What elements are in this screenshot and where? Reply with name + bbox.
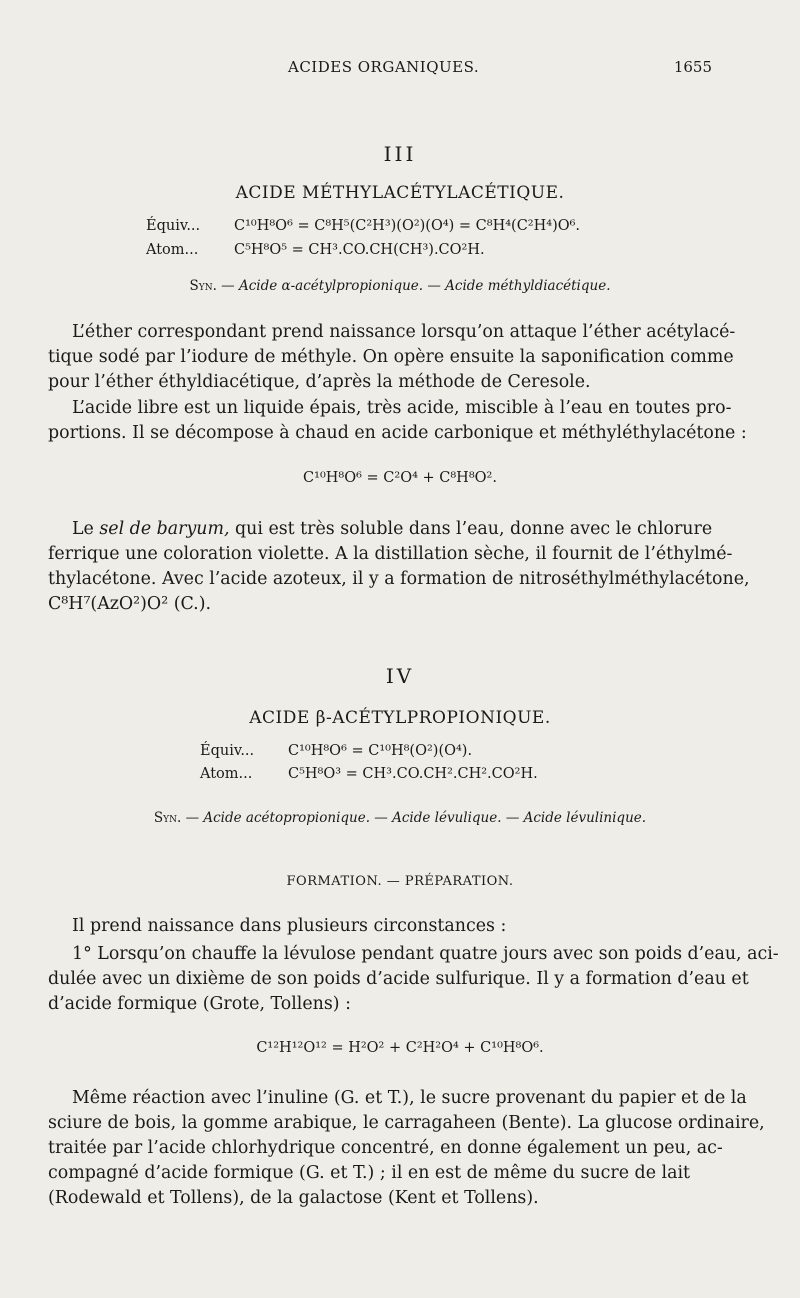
formula-label: Équiv... (146, 218, 201, 234)
section-title: ACIDE MÉTHYLACÉTYLACÉTIQUE. (235, 183, 565, 203)
formula-value: C¹⁰H⁸O⁶ = C⁸H⁵(C²H³)(O²)(O⁴) = C⁸H⁴(C²H⁴)O⁶. (234, 218, 581, 234)
text-line: sciure de bois, la gomme arabique, le carragaheen (Bente). La glucose ordinaire, (48, 1113, 765, 1133)
text-line: ferrique une coloration violette. A la distillation sèche, il fournit de l’éthylmé- (48, 544, 733, 564)
text-line: L’acide libre est un liquide épais, très acide, miscible à l’eau en toutes pro- (72, 398, 732, 418)
synonyms (0, 810, 800, 826)
formula-label: Atom... (200, 766, 253, 782)
syn-text: — Acide α-acétylpropionique. — Acide méthyldiacétique. (221, 278, 611, 294)
paragraph (48, 914, 760, 939)
running-head (0, 58, 800, 82)
italic-term: sel de baryum, (99, 519, 230, 539)
paragraph (48, 517, 760, 617)
formula-label: Équiv... (200, 743, 255, 759)
text-run: Le (72, 519, 100, 539)
text-line: thylacétone. Avec l’acide azoteux, il y a formation de nitroséthylméthylacétone, (48, 569, 750, 589)
subsection-heading: FORMATION. — PRÉPARATION. (286, 874, 514, 889)
page-number: 1655 (673, 58, 712, 76)
syn-label: Syn. (189, 278, 217, 294)
formula-equiv (146, 218, 580, 234)
formula-value: C⁵H⁸O⁵ = CH³.CO.CH(CH³).CO²H. (234, 242, 485, 258)
section-title: ACIDE β-ACÉTYLPROPIONIQUE. (249, 708, 551, 728)
text-line: pour l’éther éthyldiacétique, d’après la méthode de Ceresole. (48, 372, 591, 392)
formula-equiv (200, 743, 472, 759)
text-line: portions. Il se décompose à chaud en acide carbonique et méthyléthylacétone : (48, 423, 747, 443)
paragraph (48, 320, 760, 395)
text-line: dulée avec un dixième de son poids d’acide sulfurique. Il y a formation d’eau et (48, 969, 749, 989)
text-line: L’éther correspondant prend naissance lorsqu’on attaque l’éther acétylacé- (72, 322, 736, 342)
paragraph (48, 1086, 765, 1211)
paragraph (48, 396, 760, 446)
text-line: compagné d’acide formique (G. et T.) ; il en est de même du sucre de lait (48, 1163, 690, 1183)
formula-atom (146, 242, 485, 258)
synonyms (0, 278, 800, 294)
section-numeral: IV (385, 664, 415, 688)
formula-atom (200, 766, 538, 782)
syn-label: Syn. (153, 810, 182, 826)
equation: C¹⁰H⁸O⁶ = C²O⁴ + C⁸H⁸O². (303, 470, 497, 486)
text-line: C⁸H⁷(AzO²)O² (C.). (48, 594, 212, 614)
text-line: d’acide formique (Grote, Tollens) : (48, 994, 351, 1014)
text-line: Il prend naissance dans plusieurs circonstances : (72, 916, 507, 936)
formula-value: C¹⁰H⁸O⁶ = C¹⁰H⁸(O²)(O⁴). (288, 743, 473, 759)
text-line: (Rodewald et Tollens), de la galactose (Kent et Tollens). (48, 1188, 539, 1208)
syn-text: — Acide acétopropionique. — Acide lévulique. — Acide lévulinique. (185, 810, 647, 826)
text-line (48, 517, 760, 542)
text-line: 1° Lorsqu’on chauffe la lévulose pendant quatre jours avec son poids d’eau, aci- (72, 944, 779, 964)
equation: C¹²H¹²O¹² = H²O² + C²H²O⁴ + C¹⁰H⁸O⁶. (256, 1040, 544, 1056)
running-head-title: ACIDES ORGANIQUES. (288, 58, 480, 76)
formula-value: C⁵H⁸O³ = CH³.CO.CH².CH².CO²H. (288, 766, 538, 782)
text-run: qui est très soluble dans l’eau, donne avec le chlorure (229, 519, 713, 539)
paragraph (48, 942, 779, 1017)
formula-label: Atom... (146, 242, 199, 258)
text-line: traitée par l’acide chlorhydrique concentré, en donne également un peu, ac- (48, 1138, 723, 1158)
section-numeral: III (383, 142, 417, 166)
text-line: tique sodé par l’iodure de méthyle. On opère ensuite la saponification comme (48, 347, 734, 367)
text-line: Même réaction avec l’inuline (G. et T.), le sucre provenant du papier et de la (72, 1088, 747, 1108)
